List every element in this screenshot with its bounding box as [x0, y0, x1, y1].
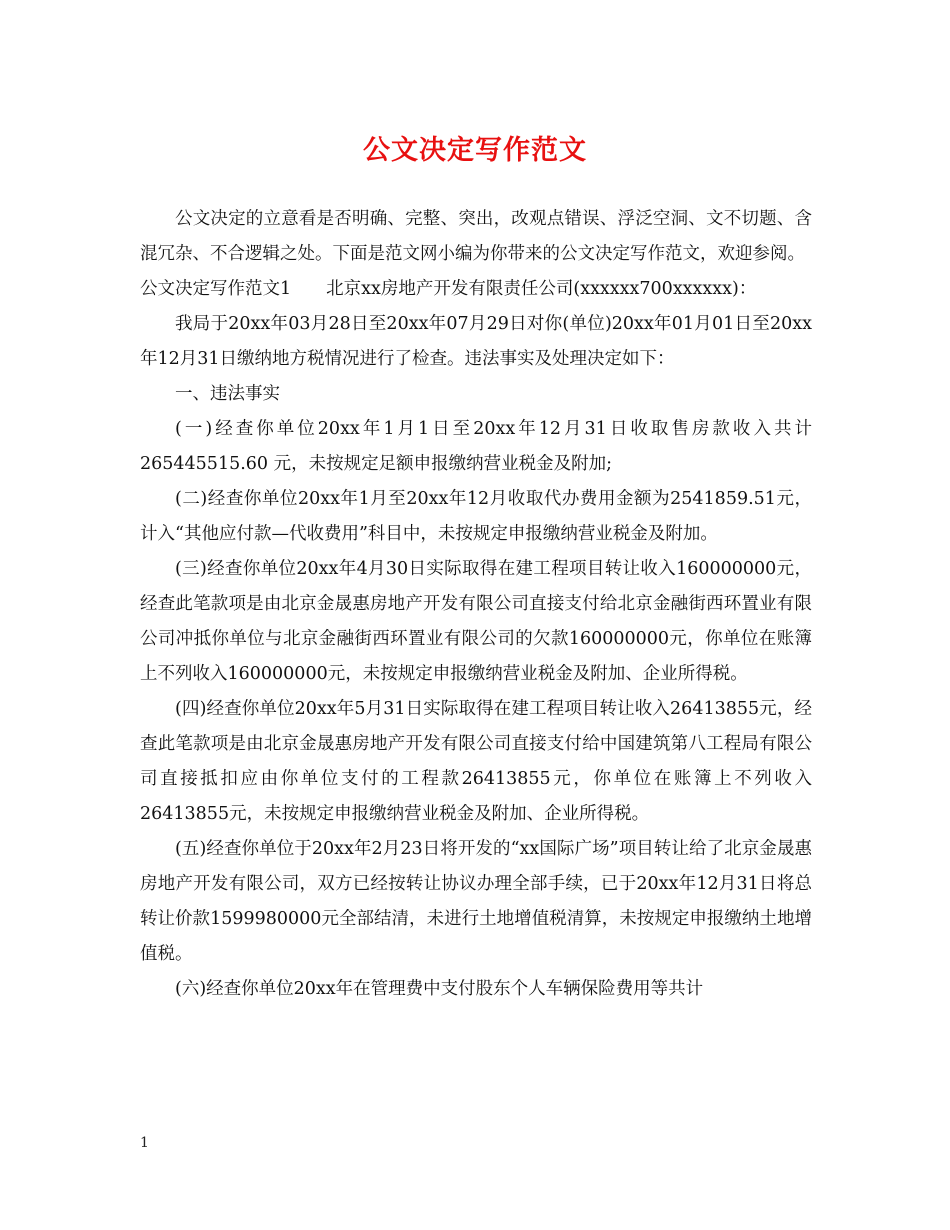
sample-heading: 公文决定写作范文1 北京xx房地产开发有限责任公司(xxxxxx700xxxxxx)： — [140, 279, 757, 299]
document-body — [140, 202, 812, 1007]
item-paragraph-2: (二)经查你单位20xx年1月至20xx年12月收取代办费用金额为2541859.51元，计入“其他应付款—代收费用”科目中，未按规定申报缴纳营业税金及附加。 — [140, 489, 812, 544]
item-paragraph-5: (五)经查你单位于20xx年2月23日将开发的“xx国际广场”项目转让给了北京金晟惠房地产开发有限公司，双方已经按转让协议办理全部手续，已于20xx年12月31日将总转让价款1599980000元全部结清，未进行土地增值税清算，未按规定申报缴纳土地增值税。 — [140, 839, 812, 964]
item-paragraph-1: (一)经查你单位20xx年1月1日至20xx年12月31日收取售房款收入共计265445515.60 元，未按规定足额申报缴纳营业税金及附加; — [140, 419, 812, 474]
document-title: 公文决定写作范文 — [363, 135, 587, 166]
item-paragraph-4: (四)经查你单位20xx年5月31日实际取得在建工程项目转让收入26413855元，经查此笔款项是由北京金晟惠房地产开发有限公司直接支付给中国建筑第八工程局有限公司直接抵扣应由你单位支付的工程款26413855元，你单位在账簿上不列收入26413855元，未按规定申报缴纳营业税金及附加、企业所得税。 — [140, 699, 812, 824]
item-paragraph-3: (三)经查你单位20xx年4月30日实际取得在建工程项目转让收入160000000元，经查此笔款项是由北京金晟惠房地产开发有限公司直接支付给北京金融街西环置业有限公司冲抵你单位与北京金融街西环置业有限公司的欠款160000000元，你单位在账簿上不列收入160000000元，未按规定申报缴纳营业税金及附加、企业所得税。 — [140, 559, 812, 684]
item-paragraph-6: (六)经查你单位20xx年在管理费中支付股东个人车辆保险费用等共计 — [175, 979, 704, 999]
opening-paragraph: 我局于20xx年03月28日至20xx年07月29日对你(单位)20xx年01月01日至20xx年12月31日缴纳地方税情况进行了检查。违法事实及处理决定如下： — [140, 314, 812, 369]
page-number: 1 — [140, 1135, 149, 1151]
intro-paragraph: 公文决定的立意看是否明确、完整、突出，改观点错误、浮泛空洞、文不切题、含混冗杂、不合逻辑之处。下面是范文网小编为你带来的公文决定写作范文，欢迎参阅。 — [140, 209, 812, 264]
section-heading: 一、违法事实 — [175, 384, 280, 404]
